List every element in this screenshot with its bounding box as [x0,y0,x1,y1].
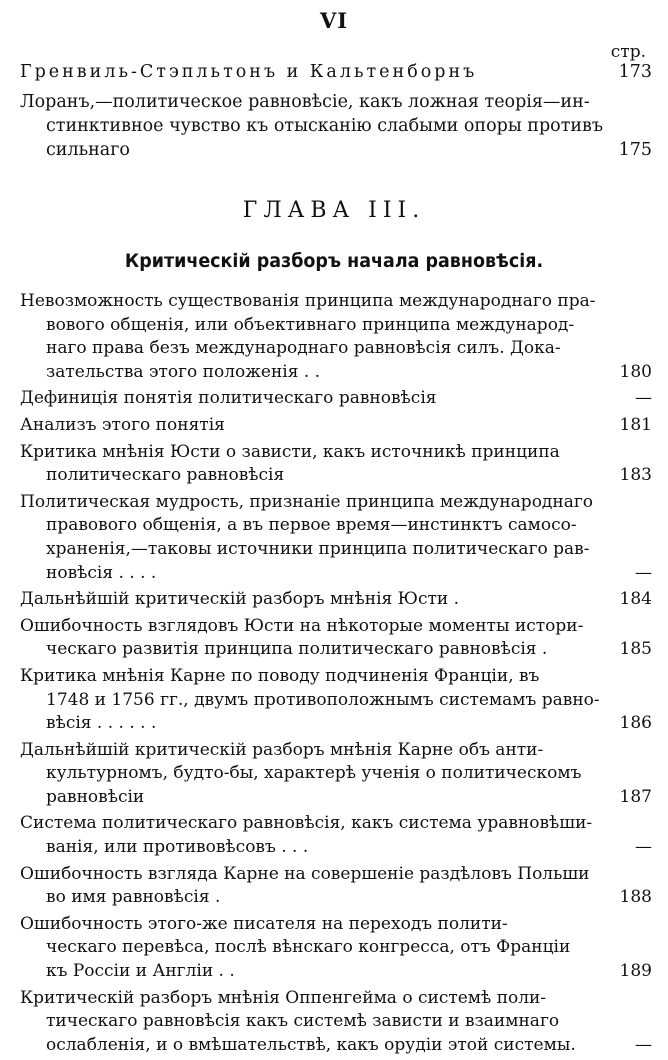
toc-entry-page-number: 188 [619,887,652,908]
toc-entry-line: Система политическаго равновѣсія, какъ система уравновѣши- [20,813,593,834]
toc-entry-line: ванія, или противовѣсовъ . . . [46,837,309,858]
toc-entry-line: Анализъ этого понятія [20,414,225,435]
toc-entry-line: ческаго перевѣса, послѣ вѣнскаго конгресса, отъ Франціи [46,937,571,958]
toc-entry-line: Дефиниція понятія политическаго равновѣсія [20,388,437,409]
toc-entry [20,90,652,162]
toc-entry-line: Политическая мудрость, признаніе принципа международнаго [20,491,594,512]
toc-entry [20,387,652,411]
toc-entry-text [20,491,612,585]
top-entries-list [20,60,652,168]
toc-entry-text [20,812,612,859]
toc-entry [20,588,652,612]
toc-entry-line: культурномъ, будто-бы, характерѣ ученія о политическомъ [46,763,582,784]
toc-entry-line: во имя равновѣсія . [46,887,221,908]
toc-entry-page-number: 173 [618,62,652,82]
toc-entry-line: правового общенія, а въ первое время—инстинктъ самосо- [46,515,577,536]
toc-entry-line: храненія,—таковы источники принципа политическаго рав- [46,538,590,559]
toc-entry-line: наго права безъ международнаго равновѣсія силъ. Дока- [46,338,561,359]
toc-entry-page-number: — [635,1034,652,1055]
toc-entry-line: сильнаго [46,140,130,160]
toc-entry-line: тическаго равновѣсія какъ системѣ зависти и взаимнаго [46,1011,560,1032]
toc-entry-line: вового общенія, или объективнаго принципа международ- [46,314,575,335]
toc-entry-line: Невозможность существованія принципа международнаго пра- [20,291,596,311]
toc-entry-line: 1748 и 1756 гг., двумъ противоположнымъ системамъ равно- [46,689,600,710]
toc-entry-line: ческаго развитія принципа политическаго равновѣсія . [46,639,548,660]
toc-entry-page-number: 175 [618,140,652,160]
toc-entry-text [20,387,612,411]
toc-entry-line: новѣсія . . . . [46,562,157,583]
toc-entry-page-number: — [635,562,652,583]
toc-entry-text [20,588,612,612]
toc-entry-text [20,290,612,384]
toc-entry [20,615,652,662]
toc-entry-line: Ошибочность этого-же писателя на переходъ полити- [20,913,508,934]
toc-entry-page-number: 186 [619,713,652,734]
contents-entries-list [20,290,652,1060]
toc-entry [20,987,652,1058]
chapter-title: ГЛАВА III. [242,198,426,223]
toc-entry-text [20,739,612,810]
toc-entry-page-number: — [635,837,652,858]
toc-entry [20,414,652,438]
toc-entry [20,739,652,810]
toc-entry-text [20,615,612,662]
toc-entry-line: ослабленія, и о вмѣшательствѣ, какъ орудіи этой системы. [46,1034,576,1055]
toc-entry-line: Дальнѣйшій критическій разборъ мнѣнія Карне объ анти- [20,739,544,760]
toc-entry [20,290,652,384]
toc-entry-page-number: 185 [619,639,652,660]
toc-entry-page-number: 189 [619,961,652,982]
toc-entry [20,491,652,585]
toc-entry-line: Критика мнѣнія Юсти о зависти, какъ источникѣ принципа [20,441,560,462]
toc-entry-line: Ошибочность взгляда Карне на совершеніе раздѣловъ Польши [20,863,590,884]
toc-entry-page-number: 181 [619,414,652,435]
toc-entry [20,863,652,910]
page-column-label: стр. [610,42,646,62]
toc-entry-text [20,90,612,162]
toc-entry-text [20,913,612,984]
toc-entry-line: зательства этого положенія . . [46,361,321,382]
toc-entry [20,441,652,488]
toc-entry-text [20,441,612,488]
toc-entry-text [20,60,612,84]
toc-entry-page-number: 183 [619,465,652,486]
toc-entry-line: равновѣсіи [46,786,145,807]
toc-entry [20,665,652,736]
toc-entry-line: Лоранъ,—политическое равновѣсіе, какъ ложная теорія—ин- [20,92,590,112]
toc-entry-line: Гренвиль-Стэпльтонъ и Кальтенборнъ [20,62,478,82]
toc-entry-line: вѣсія . . . . . . [46,713,157,734]
toc-entry-text [20,665,612,736]
toc-entry [20,60,652,84]
chapter-subtitle: Критическій разборъ начала равновѣсія. [124,250,544,272]
toc-entry-page-number: 184 [619,589,652,610]
toc-entry-line: Дальнѣйшій критическій разборъ мнѣнія Юсти . [20,589,460,610]
toc-entry-line: стинктивное чувство къ отысканію слабыми опоры противъ [46,116,604,136]
toc-entry-text [20,987,612,1058]
toc-entry-page-number: — [635,388,652,409]
toc-entry [20,913,652,984]
toc-entry-page-number: 187 [619,786,652,807]
toc-entry-page-number: 180 [619,361,652,382]
page-number: VI [319,8,349,33]
toc-entry-line: къ Россіи и Англіи . . [46,961,235,982]
toc-entry-line: Критическій разборъ мнѣнія Оппенгейма о системѣ поли- [20,987,547,1008]
toc-entry-line: Критика мнѣнія Карне по поводу подчиненія Франціи, въ [20,665,540,686]
toc-entry-line: политическаго равновѣсія [46,465,285,486]
toc-entry-line: Ошибочность взглядовъ Юсти на нѣкоторые моменты истори- [20,615,584,636]
toc-entry [20,812,652,859]
toc-entry-text [20,863,612,910]
toc-entry-text [20,414,612,438]
